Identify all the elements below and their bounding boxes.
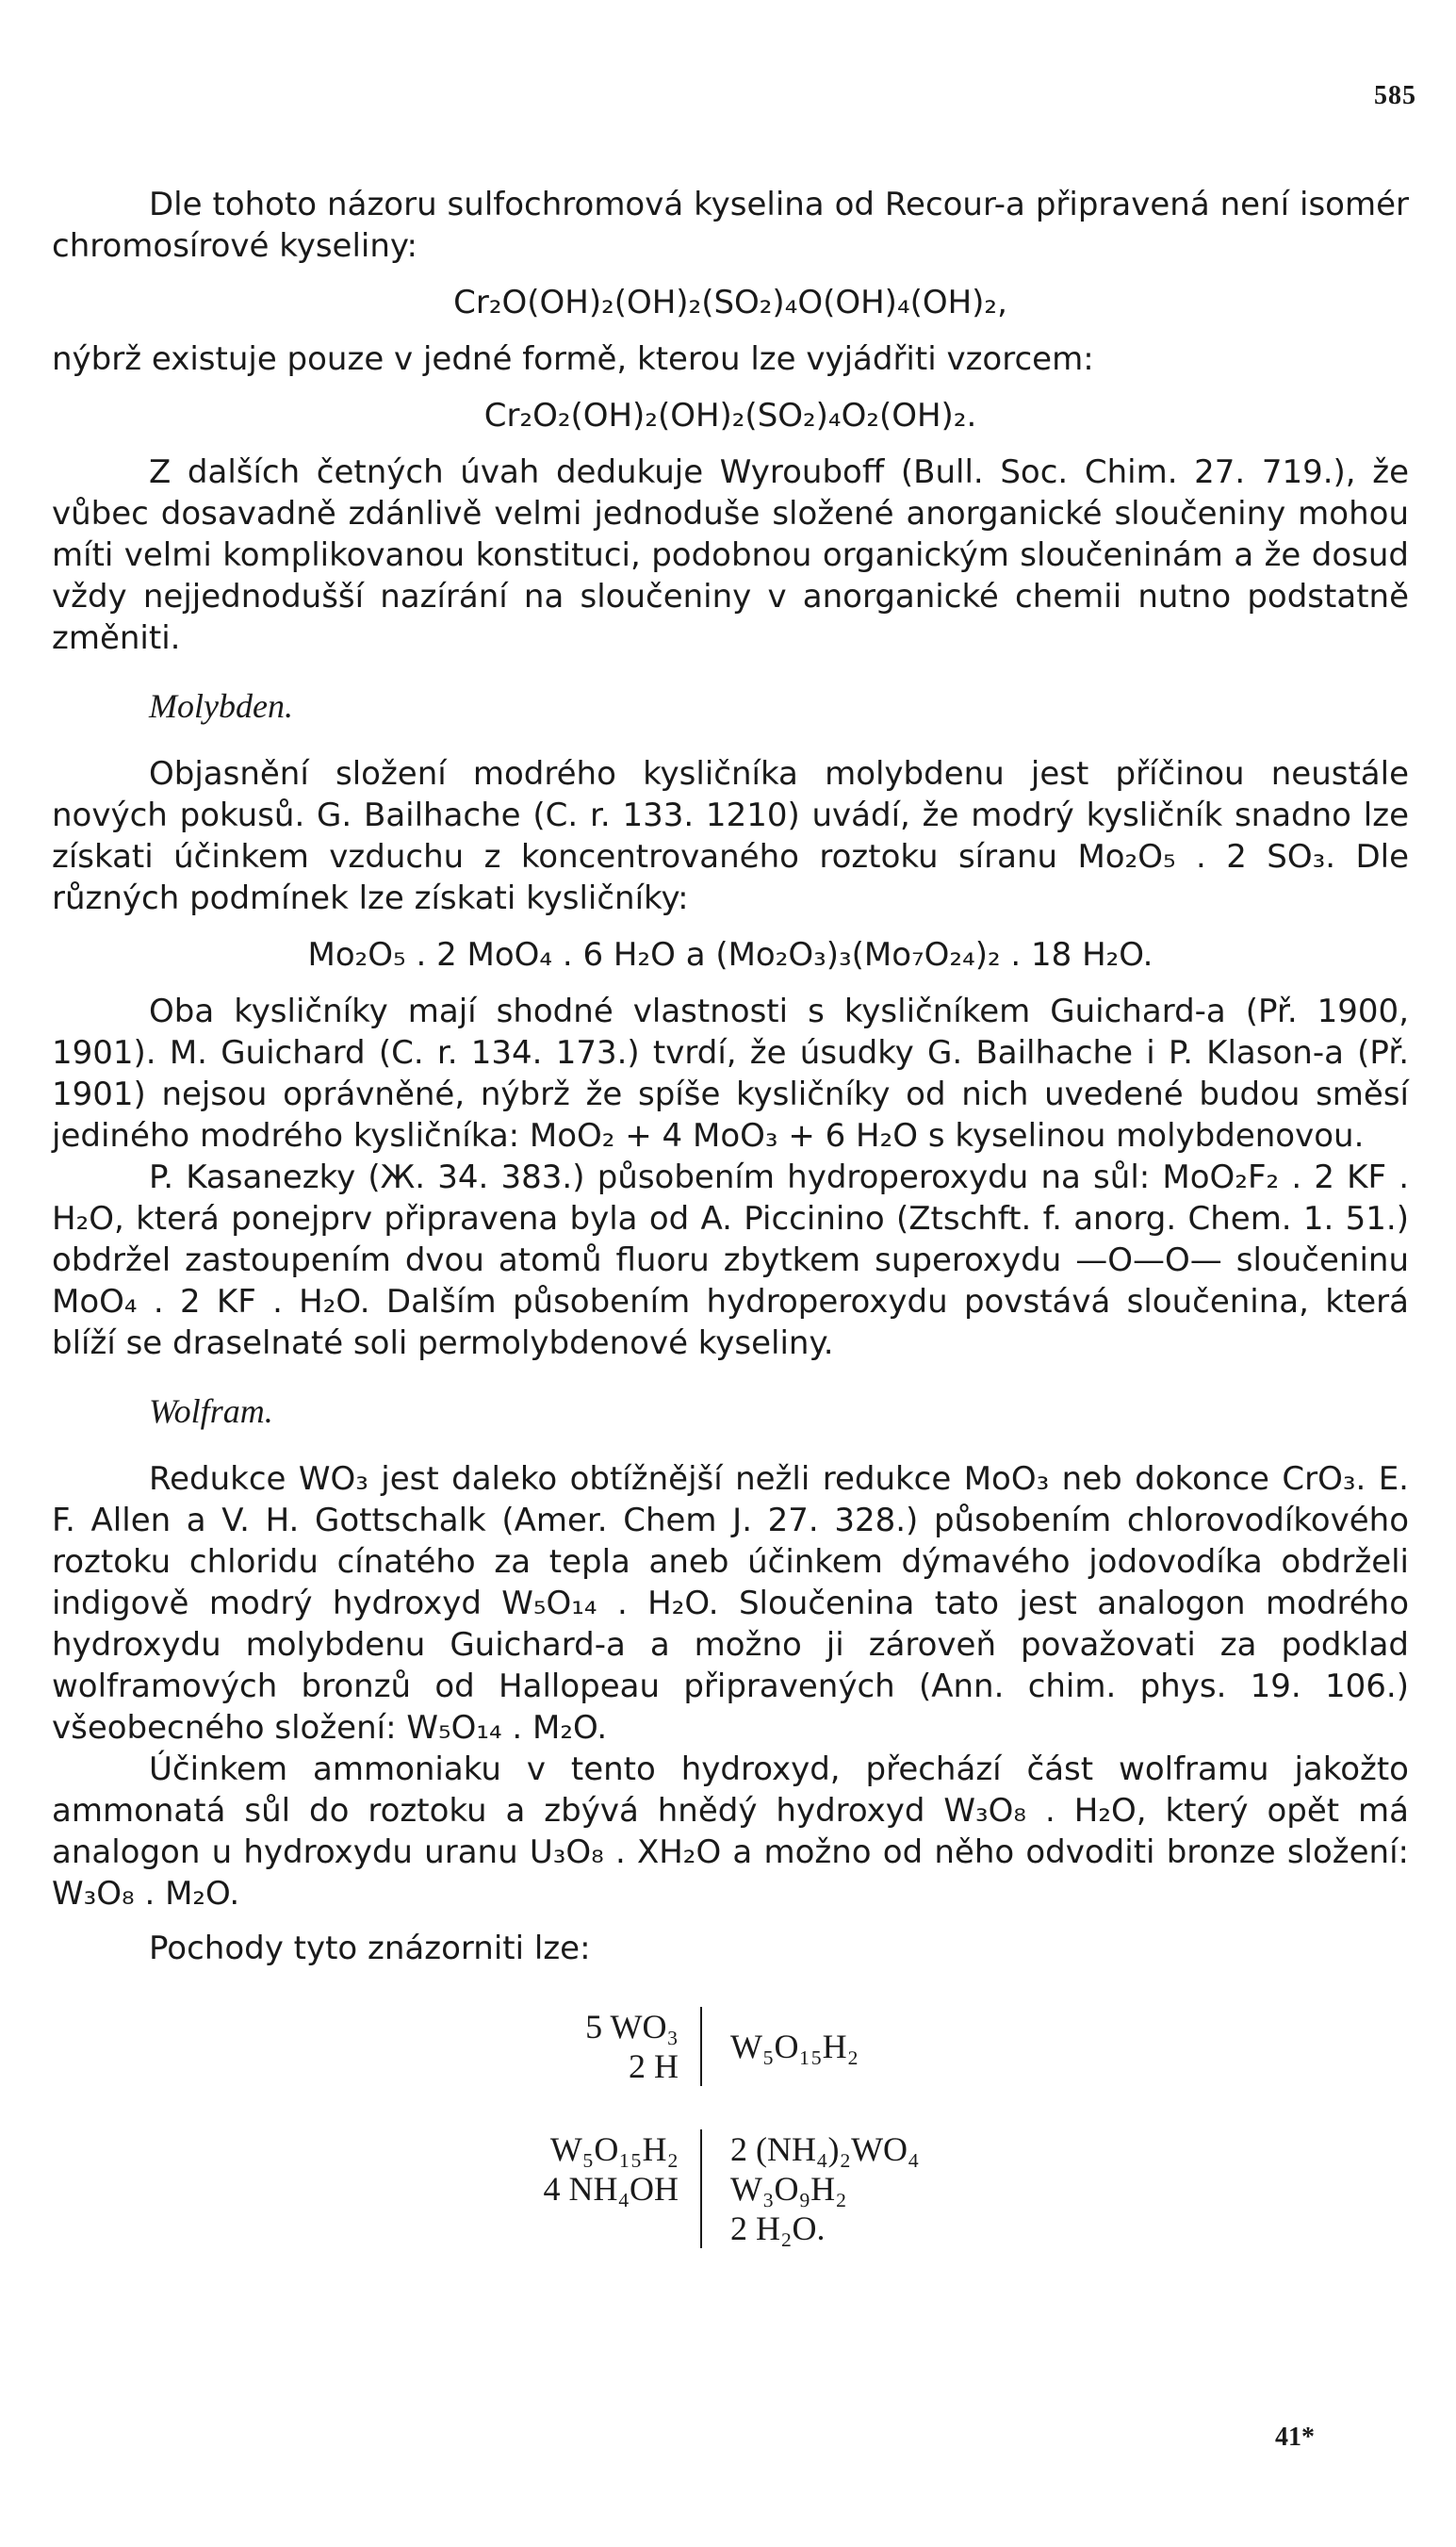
paragraph-5: Oba kysličníky mají shodné vlastnosti s kysličníkem Guichard-a (Př. 1900, 1901). M. Guichard (C. r. 134. 173.) tvrdí, že úsudky G. Bailhache i P. Klason-a (Př. 1901) nejsou oprávněné, nýbrž že spíše kysličníky od nich uvedené budou směsí jediného modrého kysličníka: MoO₂ + 4 MoO₃ + 6 H₂O s kyselinou molybdenovou. — [52, 993, 1409, 1155]
page-number: 585 — [1374, 81, 1416, 110]
paragraph-7: Redukce WO₃ jest daleko obtížnější nežli redukce MoO₃ neb dokonce CrO₃. E. F. Allen a V. H. Gottschalk (Amer. Chem J. 27. 328.) působením chlorovodíkového roztoku chloridu cínatého za tepla aneb účinkem dýmavého jodovodíka obdrželi indigově modrý hydroxyd W₅O₁₄ . H₂O. Sloučenina tato jest analogon modrého hydroxydu molybdenu Guichard-a a možno ji zároveň považovati za podklad wolframových bronzů od Hallopeau připravených (Ann. chim. phys. 19. 106.) všeobecného složení: W₅O₁₄ . M₂O. — [52, 1460, 1409, 1747]
scheme-product: 2 (NH₄)₂WO₄ — [730, 2130, 920, 2168]
paragraph-1: Dle tohoto názoru sulfochromová kyselina od Recour-a připravená není isomér chromosírové kyseliny: — [52, 186, 1409, 265]
scheme-reactant: 2 H — [629, 2047, 679, 2085]
scheme-row1-left — [396, 2007, 679, 2086]
paragraph-3: Z dalších četných úvah dedukuje Wyrouboff (Bull. Soc. Chim. 27. 719.), že vůbec dosavadně zdánlivě velmi jednoduše složené anorganické sloučeniny mohou míti velmi komplikovanou konstituci, podobnou organickým sloučeninám a že dosud vždy nejjednodušší nazírání na sloučeniny v anorganické chemii nutno podstatně změniti. — [52, 453, 1409, 657]
scheme-divider — [700, 2007, 702, 2086]
scheme-product: W₃O₉H₂ — [730, 2170, 847, 2208]
paragraph-2: nýbrž existuje pouze v jedné formě, kterou lze vyjádřiti vzorcem: — [52, 340, 1094, 378]
scheme-reactant: 4 NH₄OH — [543, 2170, 679, 2208]
section-heading-molybden: Molybden. — [149, 687, 293, 725]
reaction-scheme — [52, 1997, 1409, 2261]
scheme-row2-left — [396, 2129, 679, 2209]
section-heading-wolfram: Wolfram. — [149, 1392, 273, 1430]
text-column — [52, 184, 1409, 2261]
paragraph-9: Pochody tyto znázorniti lze: — [149, 1930, 591, 1967]
scheme-divider — [700, 2129, 702, 2248]
scheme-product: 2 H₂O. — [730, 2210, 826, 2247]
scheme-reactant: W₅O₁₅H₂ — [549, 2130, 679, 2168]
signature-mark: 41* — [1275, 2423, 1315, 2452]
formula-2: Cr₂O₂(OH)₂(OH)₂(SO₂)₄O₂(OH)₂. — [483, 397, 977, 435]
formula-3: Mo₂O₅ . 2 MoO₄ . 6 H₂O a (Mo₂O₃)₃(Mo₇O₂₄)₂ . 18 H₂O. — [307, 936, 1153, 974]
paragraph-6: P. Kasanezky (Ж. 34. 383.) působením hydroperoxydu na sůl: MoO₂F₂ . 2 KF . H₂O, která ponejprv připravena byla od A. Piccinino (Ztschft. f. anorg. Chem. 1. 51.) obdržel zastoupením dvou atomů fluoru zbytkem superoxydu —O—O— sloučeninu MoO₄ . 2 KF . H₂O. Dalším působením hydroperoxydu povstává sloučenina, která blíží se draselnaté soli permolybdenové kyseliny. — [52, 1158, 1409, 1362]
scheme-row1-right: W₅O₁₅H₂ — [730, 2028, 859, 2065]
paragraph-8: Účinkem ammoniaku v tento hydroxyd, přechází část wolframu jakožto ammonatá sůl do roztoku a zbývá hnědý hydroxyd W₃O₈ . H₂O, který opět má analogon u hydroxydu uranu U₃O₈ . XH₂O a možno od něho odvoditi bronze složení: W₃O₈ . M₂O. — [52, 1750, 1409, 1913]
formula-1: Cr₂O(OH)₂(OH)₂(SO₂)₄O(OH)₄(OH)₂, — [453, 284, 1007, 321]
paragraph-4: Objasnění složení modrého kysličníka molybdenu jest příčinou neustále nových pokusů. G. Bailhache (C. r. 133. 1210) uvádí, že modrý kysličník snadno lze získati účinkem vzduchu z koncentrovaného roztoku síranu Mo₂O₅ . 2 SO₃. Dle různých podmínek lze získati kysličníky: — [52, 755, 1409, 917]
scheme-row2-right — [730, 2129, 1107, 2248]
scheme-reactant: 5 WO₃ — [585, 2008, 679, 2046]
